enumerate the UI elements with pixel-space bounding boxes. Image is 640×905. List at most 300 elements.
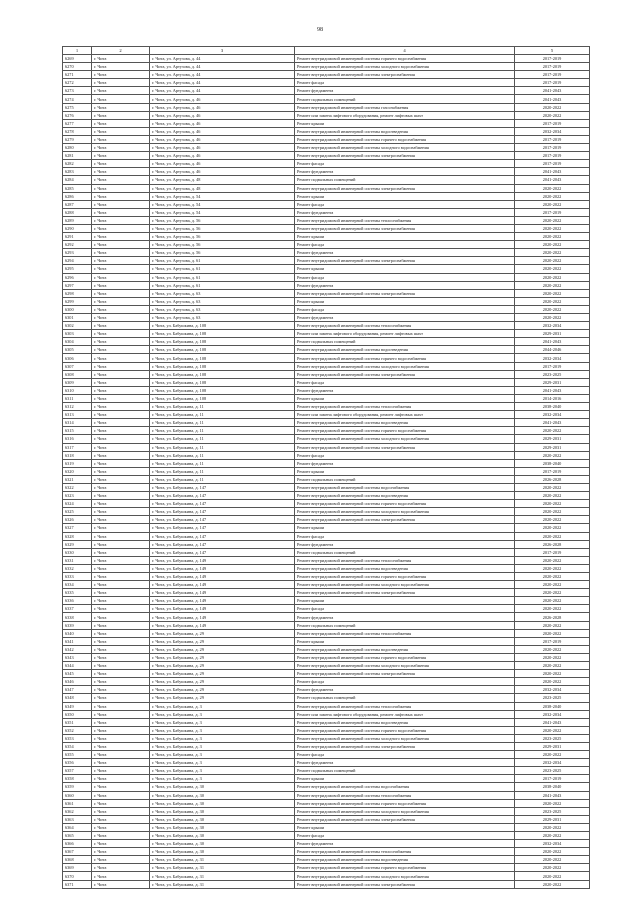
row-number-cell: 6313 xyxy=(63,411,92,419)
period-cell: 2017-2019 xyxy=(515,775,590,783)
period-cell: 2038-2040 xyxy=(515,403,590,411)
row-number-cell: 6339 xyxy=(63,621,92,629)
address-cell: г. Чита, ул. Артузова, д. 61 xyxy=(150,281,295,289)
period-cell: 2017-2019 xyxy=(515,144,590,152)
table-row xyxy=(63,500,590,508)
table-row xyxy=(63,548,590,556)
table-row xyxy=(63,249,590,257)
page-number: 98 xyxy=(317,27,323,33)
repair-type-cell: Ремонт крыши xyxy=(295,233,515,241)
repair-type-cell: Ремонт внутридомовой инженерной системы горячего водоснабжения xyxy=(295,135,515,143)
period-cell: 2032-2034 xyxy=(515,322,590,330)
settlement-cell: г. Чита xyxy=(92,419,150,427)
row-number-cell: 6282 xyxy=(63,160,92,168)
table-row xyxy=(63,322,590,330)
table-row xyxy=(63,556,590,564)
address-cell: г. Чита, ул. Бабушкина, д. 147 xyxy=(150,508,295,516)
period-cell: 2020-2022 xyxy=(515,281,590,289)
address-cell: г. Чита, ул. Артузова, д. 56 xyxy=(150,216,295,224)
table-row xyxy=(63,783,590,791)
address-cell: г. Чита, ул. Бабушкина, д. 30 xyxy=(150,791,295,799)
period-cell: 2017-2019 xyxy=(515,63,590,71)
row-number-cell: 6370 xyxy=(63,872,92,880)
address-cell: г. Чита, ул. Артузова, д. 61 xyxy=(150,257,295,265)
repair-type-cell: Ремонт подвальных помещений xyxy=(295,176,515,184)
settlement-cell: г. Чита xyxy=(92,662,150,670)
column-number-1: 1 xyxy=(63,47,92,55)
address-cell: г. Чита, ул. Артузова, д. 46 xyxy=(150,160,295,168)
address-cell: г. Чита, ул. Бабушкина, д. 29 xyxy=(150,637,295,645)
period-cell: 2044-2046 xyxy=(515,346,590,354)
repair-type-cell: Ремонт внутридомовой инженерной системы теплоснабжения xyxy=(295,629,515,637)
table-row xyxy=(63,524,590,532)
address-cell: г. Чита, ул. Артузова, д. 46 xyxy=(150,95,295,103)
repair-type-cell: Ремонт или замена лифтового оборудования, ремонт лифтовых шахт xyxy=(295,111,515,119)
period-cell: 2041-2043 xyxy=(515,791,590,799)
settlement-cell: г. Чита xyxy=(92,95,150,103)
row-number-cell: 6356 xyxy=(63,759,92,767)
table-row xyxy=(63,613,590,621)
table-row xyxy=(63,653,590,661)
address-cell: г. Чита, ул. Бабушкина, д. 11 xyxy=(150,459,295,467)
repair-type-cell: Ремонт крыши xyxy=(295,119,515,127)
address-cell: г. Чита, ул. Бабушкина, д. 108 xyxy=(150,378,295,386)
repair-type-cell: Ремонт подвальных помещений xyxy=(295,694,515,702)
period-cell: 2020-2022 xyxy=(515,192,590,200)
row-number-cell: 6306 xyxy=(63,354,92,362)
table-row xyxy=(63,135,590,143)
settlement-cell: г. Чита xyxy=(92,314,150,322)
repair-type-cell: Ремонт внутридомовой инженерной системы электроснабжения xyxy=(295,289,515,297)
address-cell: г. Чита, ул. Бабушкина, д. 147 xyxy=(150,483,295,491)
period-cell: 2041-2043 xyxy=(515,95,590,103)
address-cell: г. Чита, ул. Бабушкина, д. 147 xyxy=(150,516,295,524)
table-row xyxy=(63,119,590,127)
address-cell: г. Чита, ул. Бабушкина, д. 11 xyxy=(150,411,295,419)
address-cell: г. Чита, ул. Бабушкина, д. 3 xyxy=(150,759,295,767)
period-cell: 2032-2034 xyxy=(515,710,590,718)
repair-type-cell: Ремонт фундамента xyxy=(295,459,515,467)
row-number-cell: 6280 xyxy=(63,144,92,152)
period-cell: 2038-2040 xyxy=(515,702,590,710)
settlement-cell: г. Чита xyxy=(92,467,150,475)
table-row xyxy=(63,176,590,184)
address-cell: г. Чита, ул. Бабушкина, д. 149 xyxy=(150,597,295,605)
settlement-cell: г. Чита xyxy=(92,573,150,581)
settlement-cell: г. Чита xyxy=(92,200,150,208)
repair-type-cell: Ремонт подвальных помещений xyxy=(295,338,515,346)
settlement-cell: г. Чита xyxy=(92,848,150,856)
repair-type-cell: Ремонт внутридомовой инженерной системы электроснабжения xyxy=(295,370,515,378)
table-row xyxy=(63,670,590,678)
table-row xyxy=(63,184,590,192)
table-row xyxy=(63,840,590,848)
period-cell: 2017-2019 xyxy=(515,637,590,645)
address-cell: г. Чита, ул. Бабушкина, д. 3 xyxy=(150,742,295,750)
row-number-cell: 6285 xyxy=(63,184,92,192)
settlement-cell: г. Чита xyxy=(92,516,150,524)
address-cell: г. Чита, ул. Бабушкина, д. 31 xyxy=(150,880,295,888)
period-cell: 2017-2019 xyxy=(515,160,590,168)
repair-type-cell: Ремонт внутридомовой инженерной системы водоотведения xyxy=(295,564,515,572)
period-cell: 2041-2043 xyxy=(515,87,590,95)
row-number-cell: 6311 xyxy=(63,394,92,402)
settlement-cell: г. Чита xyxy=(92,192,150,200)
table-row xyxy=(63,265,590,273)
row-number-cell: 6352 xyxy=(63,726,92,734)
table-row xyxy=(63,330,590,338)
table-row xyxy=(63,791,590,799)
row-number-cell: 6325 xyxy=(63,508,92,516)
row-number-cell: 6318 xyxy=(63,451,92,459)
repair-type-cell: Ремонт крыши xyxy=(295,297,515,305)
address-cell: г. Чита, ул. Бабушкина, д. 108 xyxy=(150,394,295,402)
repair-type-cell: Ремонт внутридомовой инженерной системы водоотведения xyxy=(295,419,515,427)
row-number-cell: 6279 xyxy=(63,135,92,143)
address-cell: г. Чита, ул. Бабушкина, д. 149 xyxy=(150,581,295,589)
settlement-cell: г. Чита xyxy=(92,435,150,443)
table-row xyxy=(63,103,590,111)
settlement-cell: г. Чита xyxy=(92,856,150,864)
period-cell: 2020-2022 xyxy=(515,257,590,265)
settlement-cell: г. Чита xyxy=(92,273,150,281)
settlement-cell: г. Чита xyxy=(92,135,150,143)
table-row xyxy=(63,378,590,386)
period-cell: 2020-2022 xyxy=(515,573,590,581)
address-cell: г. Чита, ул. Бабушкина, д. 11 xyxy=(150,475,295,483)
repair-type-cell: Ремонт внутридомовой инженерной системы горячего водоснабжения xyxy=(295,799,515,807)
settlement-cell: г. Чита xyxy=(92,556,150,564)
table-row xyxy=(63,694,590,702)
table-row xyxy=(63,386,590,394)
repair-type-cell: Ремонт крыши xyxy=(295,597,515,605)
repair-type-cell: Ремонт внутридомовой инженерной системы газоснабжения xyxy=(295,103,515,111)
period-cell: 2020-2022 xyxy=(515,249,590,257)
row-number-cell: 6288 xyxy=(63,208,92,216)
row-number-cell: 6331 xyxy=(63,556,92,564)
table-row xyxy=(63,678,590,686)
row-number-cell: 6361 xyxy=(63,799,92,807)
settlement-cell: г. Чита xyxy=(92,289,150,297)
row-number-cell: 6287 xyxy=(63,200,92,208)
period-cell: 2017-2019 xyxy=(515,135,590,143)
repair-type-cell: Ремонт внутридомовой инженерной системы электроснабжения xyxy=(295,670,515,678)
settlement-cell: г. Чита xyxy=(92,823,150,831)
settlement-cell: г. Чита xyxy=(92,281,150,289)
address-cell: г. Чита, ул. Бабушкина, д. 31 xyxy=(150,856,295,864)
row-number-cell: 6307 xyxy=(63,362,92,370)
period-cell: 2041-2043 xyxy=(515,718,590,726)
settlement-cell: г. Чита xyxy=(92,111,150,119)
repair-type-cell: Ремонт внутридомовой инженерной системы горячего водоснабжения xyxy=(295,354,515,362)
table-row xyxy=(63,492,590,500)
settlement-cell: г. Чита xyxy=(92,694,150,702)
period-cell: 2020-2022 xyxy=(515,224,590,232)
table-row xyxy=(63,200,590,208)
repair-type-cell: Ремонт фасада xyxy=(295,160,515,168)
period-cell: 2020-2022 xyxy=(515,823,590,831)
repair-type-cell: Ремонт внутридомовой инженерной системы горячего водоснабжения xyxy=(295,653,515,661)
address-cell: г. Чита, ул. Бабушкина, д. 149 xyxy=(150,564,295,572)
table-row xyxy=(63,160,590,168)
period-cell: 2020-2022 xyxy=(515,662,590,670)
address-cell: г. Чита, ул. Артузова, д. 54 xyxy=(150,208,295,216)
period-cell: 2032-2034 xyxy=(515,411,590,419)
table-row xyxy=(63,637,590,645)
settlement-cell: г. Чита xyxy=(92,589,150,597)
address-cell: г. Чита, ул. Бабушкина, д. 11 xyxy=(150,443,295,451)
address-cell: г. Чита, ул. Бабушкина, д. 30 xyxy=(150,848,295,856)
repair-type-cell: Ремонт крыши xyxy=(295,775,515,783)
address-cell: г. Чита, ул. Бабушкина, д. 30 xyxy=(150,799,295,807)
settlement-cell: г. Чита xyxy=(92,815,150,823)
settlement-cell: г. Чита xyxy=(92,492,150,500)
table-row xyxy=(63,281,590,289)
table-row xyxy=(63,662,590,670)
period-cell: 2020-2022 xyxy=(515,427,590,435)
table-row xyxy=(63,346,590,354)
row-number-cell: 6342 xyxy=(63,645,92,653)
row-number-cell: 6337 xyxy=(63,605,92,613)
table-row xyxy=(63,87,590,95)
address-cell: г. Чита, ул. Бабушкина, д. 3 xyxy=(150,718,295,726)
table-row xyxy=(63,483,590,491)
table-row xyxy=(63,411,590,419)
settlement-cell: г. Чита xyxy=(92,249,150,257)
table-row xyxy=(63,880,590,888)
row-number-cell: 6292 xyxy=(63,241,92,249)
settlement-cell: г. Чита xyxy=(92,103,150,111)
period-cell: 2029-2031 xyxy=(515,443,590,451)
table-row xyxy=(63,95,590,103)
period-cell: 2020-2022 xyxy=(515,751,590,759)
settlement-cell: г. Чита xyxy=(92,378,150,386)
repair-type-cell: Ремонт подвальных помещений xyxy=(295,95,515,103)
period-cell: 2020-2022 xyxy=(515,516,590,524)
repair-type-cell: Ремонт внутридомовой инженерной системы электроснабжения xyxy=(295,443,515,451)
table-row xyxy=(63,621,590,629)
table-row xyxy=(63,856,590,864)
repair-type-cell: Ремонт или замена лифтового оборудования, ремонт лифтовых шахт xyxy=(295,411,515,419)
row-number-cell: 6369 xyxy=(63,864,92,872)
settlement-cell: г. Чита xyxy=(92,79,150,87)
column-number-5: 5 xyxy=(515,47,590,55)
period-cell: 2017-2019 xyxy=(515,119,590,127)
period-cell: 2029-2031 xyxy=(515,435,590,443)
table-row xyxy=(63,686,590,694)
settlement-cell: г. Чита xyxy=(92,71,150,79)
table-row xyxy=(63,289,590,297)
period-cell: 2029-2031 xyxy=(515,815,590,823)
period-cell: 2041-2043 xyxy=(515,338,590,346)
row-number-cell: 6328 xyxy=(63,532,92,540)
address-cell: г. Чита, ул. Артузова, д. 48 xyxy=(150,176,295,184)
address-cell: г. Чита, ул. Артузова, д. 46 xyxy=(150,135,295,143)
table-row xyxy=(63,589,590,597)
repair-type-cell: Ремонт внутридомовой инженерной системы теплоснабжения xyxy=(295,791,515,799)
table-row xyxy=(63,516,590,524)
settlement-cell: г. Чита xyxy=(92,233,150,241)
settlement-cell: г. Чита xyxy=(92,645,150,653)
address-cell: г. Чита, ул. Бабушкина, д. 149 xyxy=(150,605,295,613)
repair-type-cell: Ремонт внутридомовой инженерной системы холодного водоснабжения xyxy=(295,734,515,742)
row-number-cell: 6319 xyxy=(63,459,92,467)
address-cell: г. Чита, ул. Артузова, д. 44 xyxy=(150,79,295,87)
period-cell: 2023-2025 xyxy=(515,370,590,378)
table-row xyxy=(63,451,590,459)
row-number-cell: 6360 xyxy=(63,791,92,799)
row-number-cell: 6351 xyxy=(63,718,92,726)
row-number-cell: 6315 xyxy=(63,427,92,435)
repair-type-cell: Ремонт подвальных помещений xyxy=(295,621,515,629)
period-cell: 2038-2040 xyxy=(515,459,590,467)
row-number-cell: 6358 xyxy=(63,775,92,783)
address-cell: г. Чита, ул. Бабушкина, д. 147 xyxy=(150,540,295,548)
repair-type-cell: Ремонт фасада xyxy=(295,605,515,613)
row-number-cell: 6365 xyxy=(63,832,92,840)
repair-type-cell: Ремонт фундамента xyxy=(295,686,515,694)
table-row xyxy=(63,63,590,71)
settlement-cell: г. Чита xyxy=(92,330,150,338)
table-row xyxy=(63,362,590,370)
table-row xyxy=(63,233,590,241)
period-cell: 2020-2022 xyxy=(515,216,590,224)
column-number-2: 2 xyxy=(92,47,150,55)
row-number-cell: 6321 xyxy=(63,475,92,483)
period-cell: 2041-2043 xyxy=(515,176,590,184)
settlement-cell: г. Чита xyxy=(92,653,150,661)
repair-type-cell: Ремонт внутридомовой инженерной системы холодного водоснабжения xyxy=(295,435,515,443)
row-number-cell: 6295 xyxy=(63,265,92,273)
period-cell: 2020-2022 xyxy=(515,645,590,653)
table-row xyxy=(63,403,590,411)
row-number-cell: 6347 xyxy=(63,686,92,694)
repair-type-cell: Ремонт внутридомовой инженерной системы теплоснабжения xyxy=(295,556,515,564)
period-cell: 2026-2028 xyxy=(515,613,590,621)
row-number-cell: 6326 xyxy=(63,516,92,524)
settlement-cell: г. Чита xyxy=(92,362,150,370)
period-cell: 2041-2043 xyxy=(515,168,590,176)
address-cell: г. Чита, ул. Бабушкина, д. 30 xyxy=(150,832,295,840)
address-cell: г. Чита, ул. Бабушкина, д. 29 xyxy=(150,678,295,686)
address-cell: г. Чита, ул. Артузова, д. 56 xyxy=(150,249,295,257)
repair-type-cell: Ремонт внутридомовой инженерной системы теплоснабжения xyxy=(295,848,515,856)
period-cell: 2020-2022 xyxy=(515,500,590,508)
address-cell: г. Чита, ул. Артузова, д. 46 xyxy=(150,127,295,135)
repair-type-cell: Ремонт внутридомовой инженерной системы холодного водоснабжения xyxy=(295,662,515,670)
table-row xyxy=(63,540,590,548)
settlement-cell: г. Чита xyxy=(92,216,150,224)
table-row xyxy=(63,79,590,87)
row-number-cell: 6333 xyxy=(63,573,92,581)
table-row xyxy=(63,459,590,467)
table-body xyxy=(63,55,590,889)
address-cell: г. Чита, ул. Бабушкина, д. 30 xyxy=(150,807,295,815)
address-cell: г. Чита, ул. Артузова, д. 56 xyxy=(150,224,295,232)
settlement-cell: г. Чита xyxy=(92,840,150,848)
settlement-cell: г. Чита xyxy=(92,508,150,516)
settlement-cell: г. Чита xyxy=(92,451,150,459)
settlement-cell: г. Чита xyxy=(92,710,150,718)
repair-type-cell: Ремонт крыши xyxy=(295,467,515,475)
repair-type-cell: Ремонт фасада xyxy=(295,305,515,313)
repair-type-cell: Ремонт фундамента xyxy=(295,540,515,548)
period-cell: 2017-2019 xyxy=(515,152,590,160)
row-number-cell: 6294 xyxy=(63,257,92,265)
address-cell: г. Чита, ул. Бабушкина, д. 11 xyxy=(150,467,295,475)
repair-type-cell: Ремонт или замена лифтового оборудования, ремонт лифтовых шахт xyxy=(295,330,515,338)
row-number-cell: 6367 xyxy=(63,848,92,856)
row-number-cell: 6271 xyxy=(63,71,92,79)
settlement-cell: г. Чита xyxy=(92,799,150,807)
address-cell: г. Чита, ул. Бабушкина, д. 29 xyxy=(150,694,295,702)
address-cell: г. Чита, ул. Бабушкина, д. 30 xyxy=(150,823,295,831)
table-row xyxy=(63,475,590,483)
row-number-cell: 6344 xyxy=(63,662,92,670)
row-number-cell: 6281 xyxy=(63,152,92,160)
table-row xyxy=(63,427,590,435)
table-row xyxy=(63,751,590,759)
row-number-cell: 6293 xyxy=(63,249,92,257)
settlement-cell: г. Чита xyxy=(92,184,150,192)
table-row xyxy=(63,241,590,249)
row-number-cell: 6278 xyxy=(63,127,92,135)
row-number-cell: 6334 xyxy=(63,581,92,589)
row-number-cell: 6272 xyxy=(63,79,92,87)
period-cell: 2020-2022 xyxy=(515,726,590,734)
period-cell: 2023-2025 xyxy=(515,734,590,742)
table-row xyxy=(63,127,590,135)
period-cell: 2032-2034 xyxy=(515,127,590,135)
row-number-cell: 6330 xyxy=(63,548,92,556)
settlement-cell: г. Чита xyxy=(92,265,150,273)
row-number-cell: 6353 xyxy=(63,734,92,742)
settlement-cell: г. Чита xyxy=(92,775,150,783)
row-number-cell: 6273 xyxy=(63,87,92,95)
table-row xyxy=(63,564,590,572)
table-row xyxy=(63,629,590,637)
settlement-cell: г. Чита xyxy=(92,305,150,313)
row-number-cell: 6309 xyxy=(63,378,92,386)
table-row xyxy=(63,435,590,443)
settlement-cell: г. Чита xyxy=(92,394,150,402)
period-cell: 2020-2022 xyxy=(515,872,590,880)
address-cell: г. Чита, ул. Артузова, д. 63 xyxy=(150,305,295,313)
table-row xyxy=(63,467,590,475)
settlement-cell: г. Чита xyxy=(92,119,150,127)
repair-type-cell: Ремонт крыши xyxy=(295,265,515,273)
address-cell: г. Чита, ул. Бабушкина, д. 108 xyxy=(150,370,295,378)
repair-type-cell: Ремонт фундамента xyxy=(295,759,515,767)
row-number-cell: 6368 xyxy=(63,856,92,864)
period-cell: 2017-2019 xyxy=(515,548,590,556)
table-row xyxy=(63,742,590,750)
settlement-cell: г. Чита xyxy=(92,63,150,71)
table-row xyxy=(63,597,590,605)
period-cell: 2020-2022 xyxy=(515,103,590,111)
repair-type-cell: Ремонт крыши xyxy=(295,524,515,532)
table-row xyxy=(63,314,590,322)
settlement-cell: г. Чита xyxy=(92,726,150,734)
repair-type-cell: Ремонт фасада xyxy=(295,200,515,208)
period-cell: 2041-2043 xyxy=(515,386,590,394)
settlement-cell: г. Чита xyxy=(92,127,150,135)
repair-type-cell: Ремонт фундамента xyxy=(295,87,515,95)
address-cell: г. Чита, ул. Артузова, д. 46 xyxy=(150,119,295,127)
settlement-cell: г. Чита xyxy=(92,670,150,678)
repair-type-cell: Ремонт фасада xyxy=(295,832,515,840)
period-cell: 2020-2022 xyxy=(515,653,590,661)
